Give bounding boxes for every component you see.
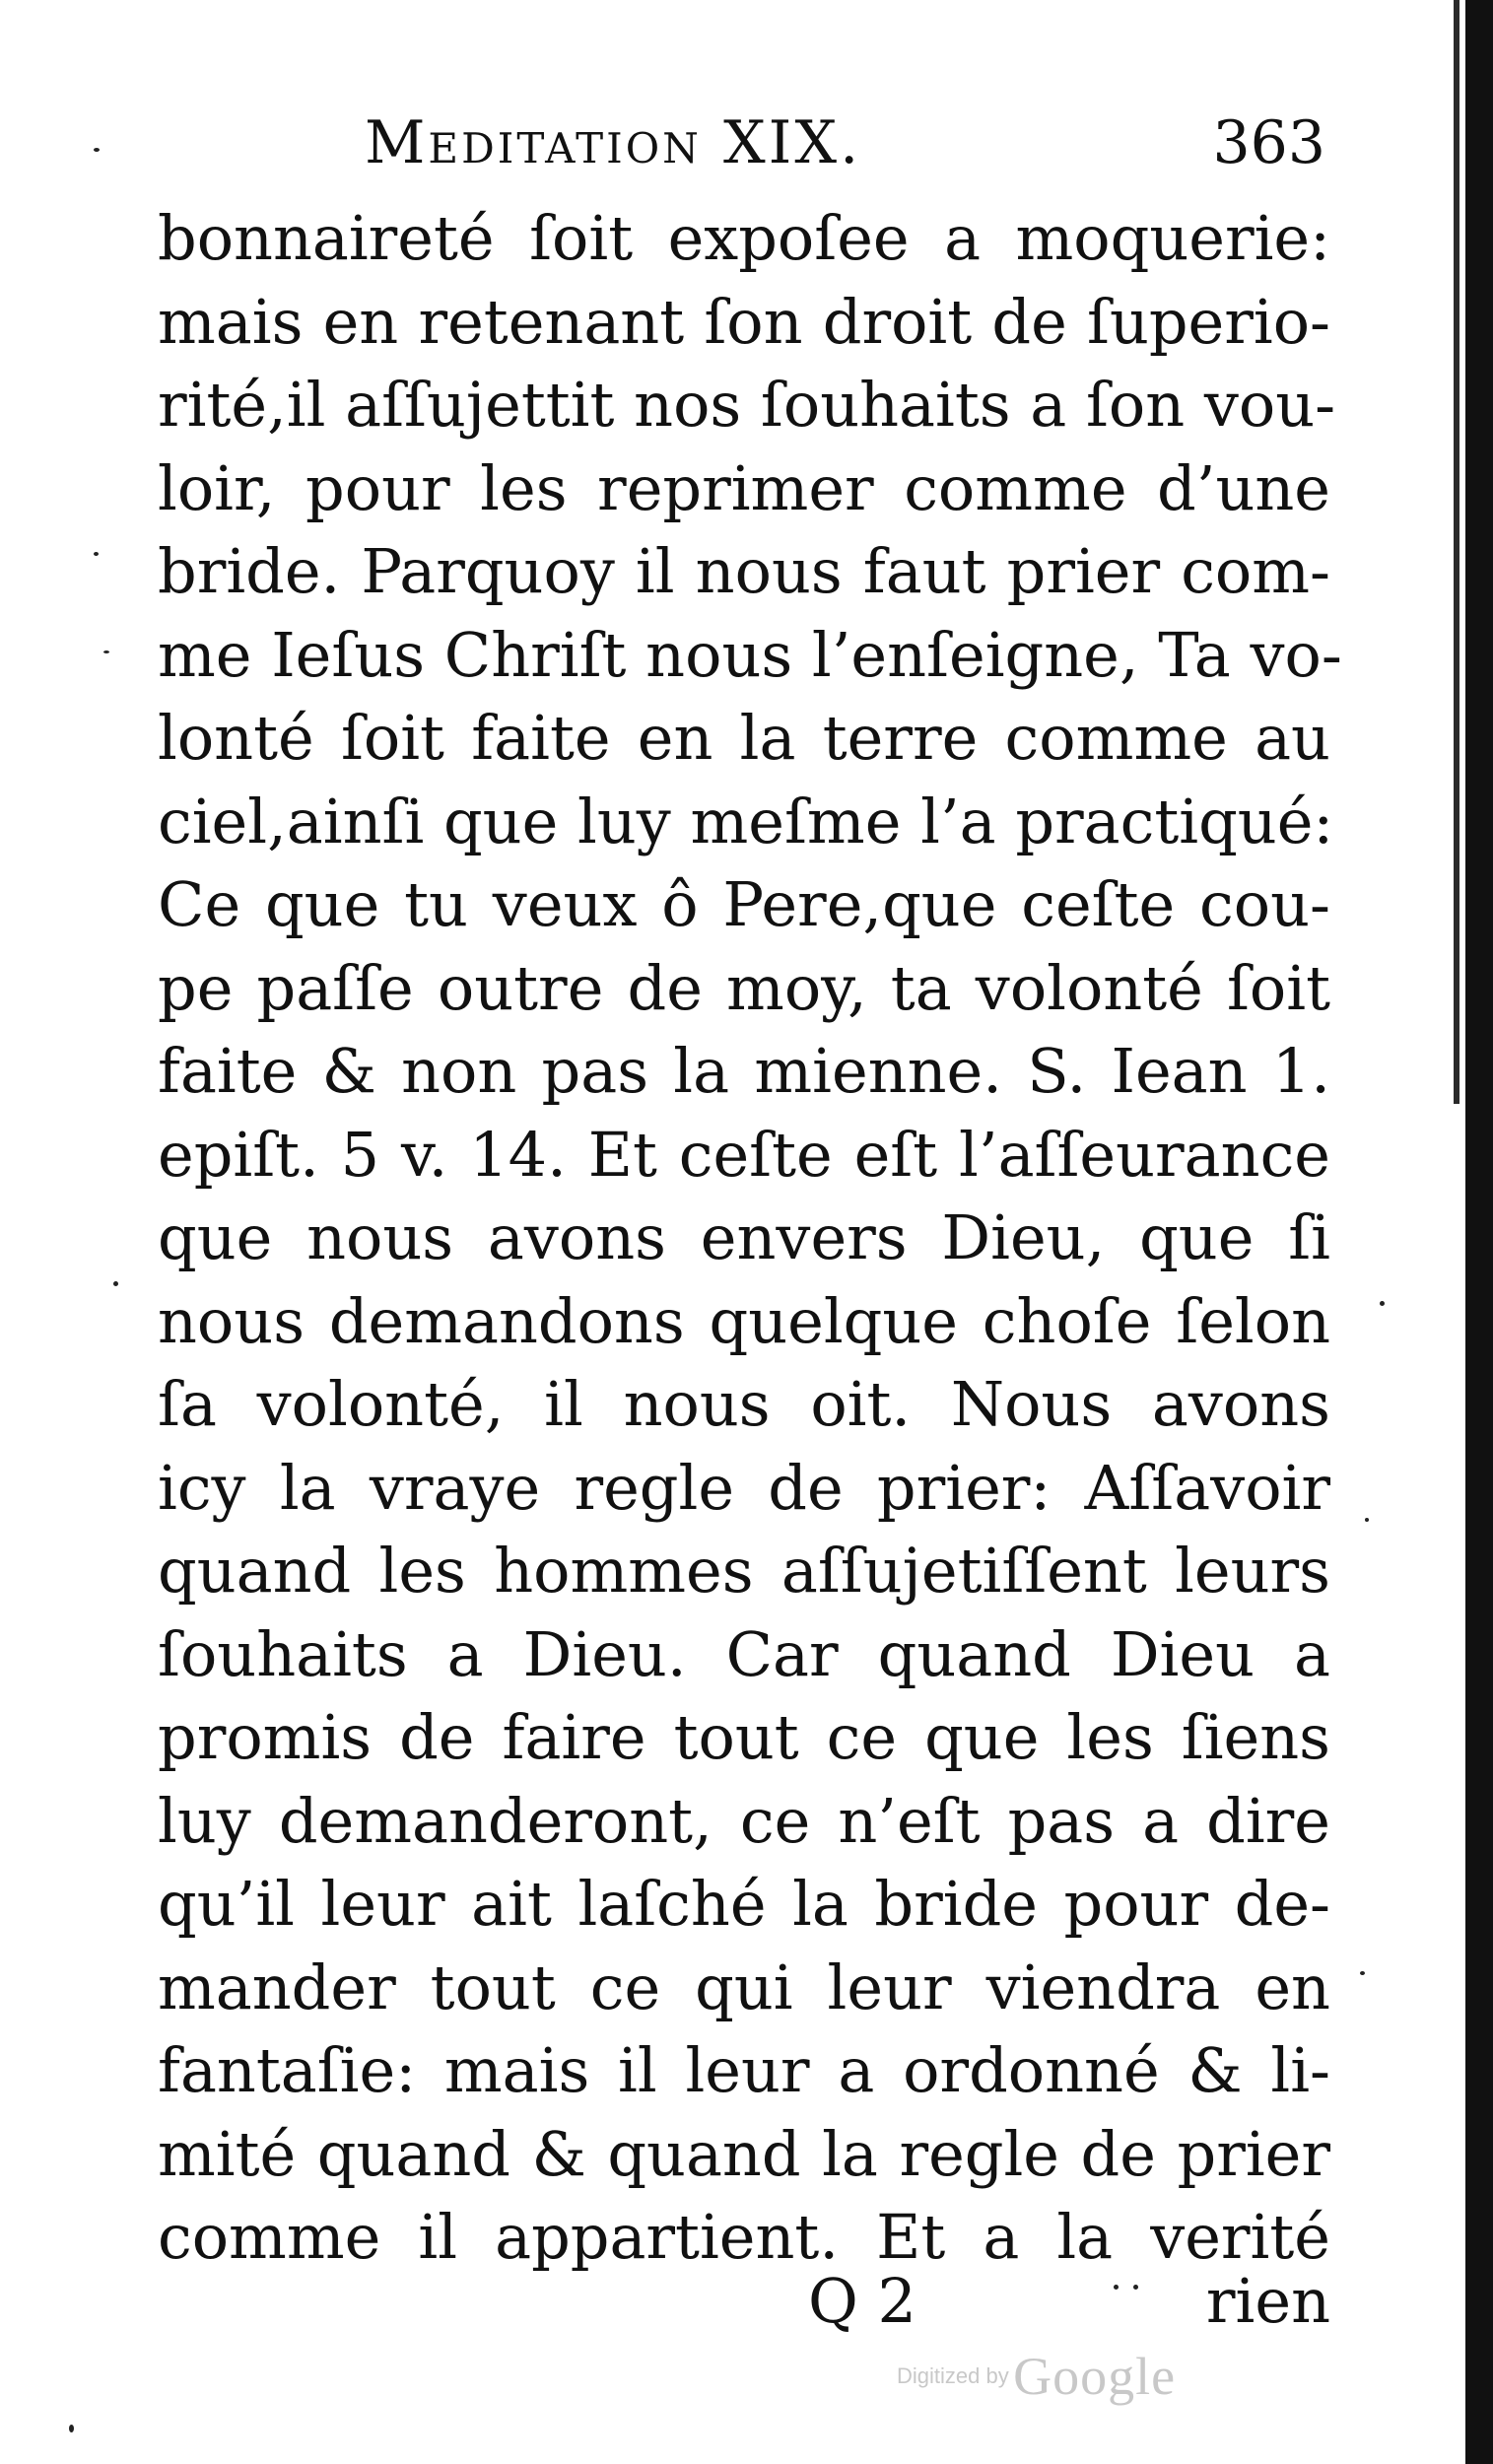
text-line: ſouhaits a Dieu. Car quand Dieu a — [158, 1617, 1330, 1690]
body-text — [158, 197, 1342, 2280]
text-line: ciel,ainſi que luy meſme l’a practiqué: — [158, 785, 1334, 857]
page-footer — [158, 2262, 1330, 2341]
catchword: rien — [1205, 2265, 1330, 2337]
text-line: nous demandons quelque choſe ſelon — [158, 1284, 1330, 1357]
text-line: faite & non pas la mienne. S. Iean 1. — [158, 1035, 1330, 1107]
page-header — [365, 108, 1325, 177]
text-line: mais en retenant ſon droit de ſuperio- — [158, 285, 1330, 358]
print-speck — [1360, 1971, 1365, 1975]
signature-mark: Q 2 — [808, 2265, 916, 2337]
text-line: bonnaireté ſoit expoſee a moquerie: — [158, 202, 1330, 274]
watermark-brand: Google — [1013, 2347, 1177, 2406]
text-line: lonté ſoit faite en la terre comme au — [158, 702, 1330, 774]
print-speck — [94, 148, 100, 152]
text-line: mité quand & quand la regle de prier — [158, 2117, 1330, 2190]
text-line: icy la vraye regle de prier: Aſſavoir — [158, 1451, 1330, 1524]
watermark-prefix: Digitized by — [897, 2363, 1009, 2388]
text-line: comme il appartient. Et a la verité — [158, 2201, 1330, 2273]
page-edge-line — [1454, 0, 1459, 1104]
text-line: rité,il aſſujettit nos ſouhaits a ſon vou- — [158, 369, 1336, 441]
print-speck — [113, 1281, 118, 1286]
page-edge-shadow — [1465, 0, 1493, 2464]
text-line: pe paſſe outre de moy, ta volonté ſoit — [158, 951, 1330, 1024]
running-title: Meditation XIX. — [365, 108, 862, 177]
text-line: Ce que tu veux ô Pere,que ceſte cou- — [158, 868, 1330, 940]
page-number: 363 — [1212, 108, 1325, 177]
print-speck — [103, 650, 109, 653]
digitized-watermark — [897, 2346, 1176, 2407]
print-speck — [69, 2425, 74, 2432]
text-line: epiſt. 5 v. 14. Et ceſte eſt l’aſſeurance — [158, 1118, 1330, 1191]
text-line: qu’il leur ait laſché la bride pour de- — [158, 1868, 1330, 1940]
text-line: quand les hommes aſſujetiſſent leurs — [158, 1535, 1330, 1607]
text-line: me Ieſus Chriſt nous l’enſeigne, Ta vo- — [158, 618, 1342, 691]
text-line: mander tout ce qui leur viendra en — [158, 1951, 1330, 2023]
print-speck — [1380, 1301, 1385, 1306]
text-line: bride. Parquoy il nous faut prier com- — [158, 535, 1330, 607]
print-speck — [94, 552, 99, 556]
text-line: promis de faire tout ce que les ſiens — [158, 1701, 1330, 1773]
text-line: fantaſie: mais il leur a ordonné & li- — [158, 2034, 1330, 2106]
text-line: luy demanderont, ce n’eſt pas a dire — [158, 1784, 1330, 1857]
print-speck — [1133, 2285, 1138, 2290]
text-line: loir, pour les reprimer comme d’une — [158, 451, 1330, 524]
print-speck — [1114, 2285, 1119, 2290]
text-line: que nous avons envers Dieu, que ſi — [158, 1201, 1330, 1273]
print-speck — [1365, 1518, 1369, 1522]
text-line: ſa volonté, il nous oit. Nous avons — [158, 1368, 1330, 1440]
